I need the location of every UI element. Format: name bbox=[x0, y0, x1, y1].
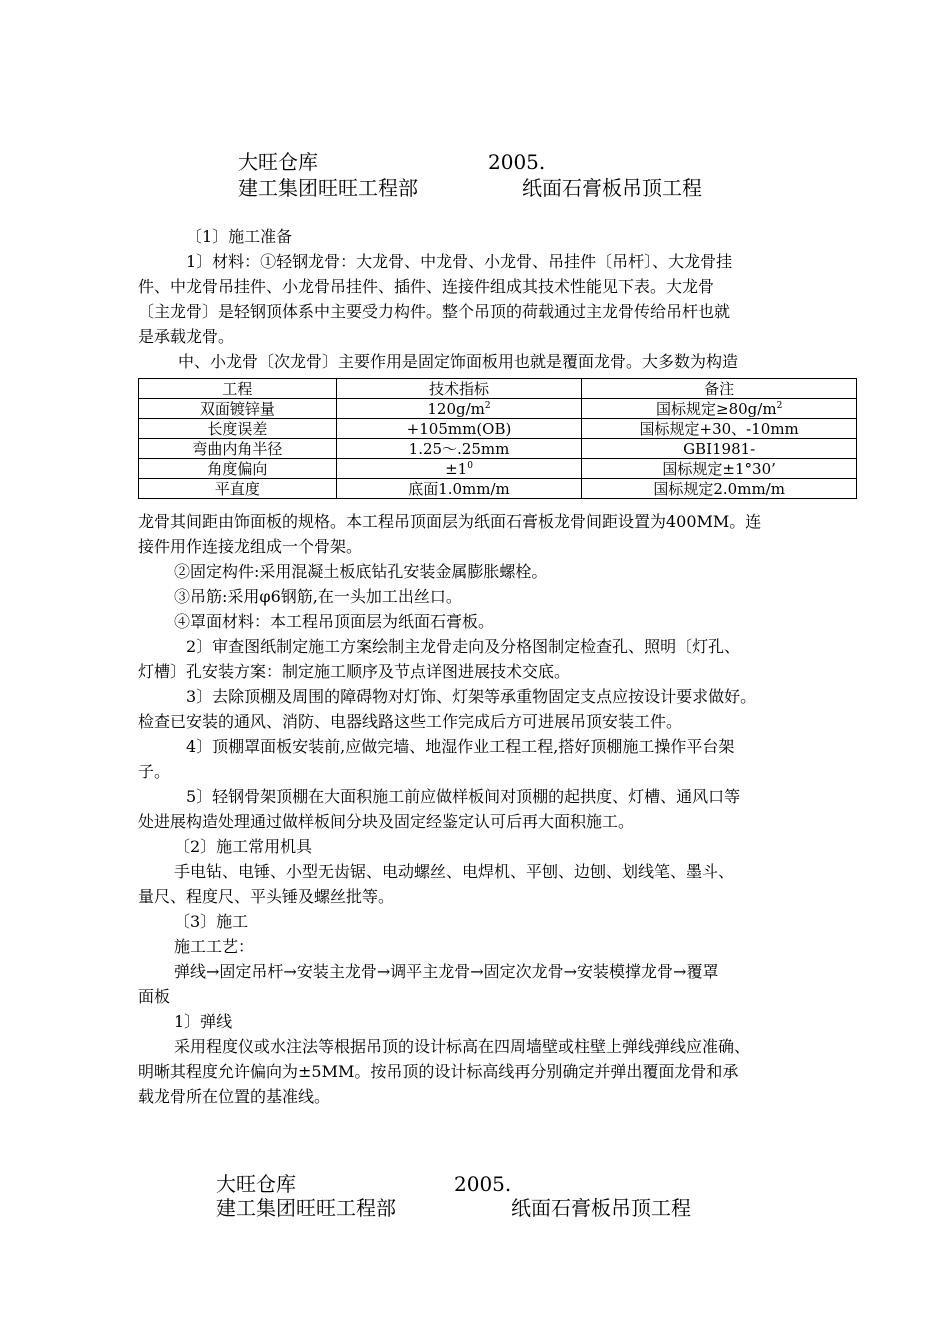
table-cell: 平直度 bbox=[139, 479, 337, 499]
paragraph-line: 3〕去除顶棚及周围的障碍物对灯饰、灯架等承重物固定支点应按设计要求做好。 bbox=[186, 687, 757, 706]
paragraph-line: 中、小龙骨〔次龙骨〕主要作用是固定饰面板用也就是覆面龙骨。大多数为构造 bbox=[178, 352, 739, 371]
table-cell: $120g/m^2$ bbox=[336, 399, 582, 419]
paragraph-line: 灯槽〕孔安装方案：制定施工顺序及节点详图进展技术交底。 bbox=[138, 662, 571, 681]
table-cell: 国标规定2.0mm/m bbox=[582, 479, 857, 499]
table-row bbox=[139, 419, 857, 439]
table-cell: GBI1981- bbox=[582, 439, 857, 459]
paragraph-line: 〔3〕施工 bbox=[174, 912, 249, 931]
paragraph-line: 明晰其程度允许偏向为±5MM。按吊顶的设计标高线再分别确定并弹出覆面龙骨和承 bbox=[138, 1062, 739, 1081]
table-header-cell: 备注 bbox=[582, 379, 857, 399]
paragraph-line: 2〕审查图纸制定施工方案绘制主龙骨走向及分格图制定检查孔、照明〔灯孔、 bbox=[186, 637, 741, 656]
header-year: 2005. bbox=[488, 150, 546, 174]
paragraph-line: ③吊筋:采用φ6钢筋,在一头加工出丝口。 bbox=[174, 587, 462, 606]
table-cell: 底面1.0mm/m bbox=[336, 479, 582, 499]
header-department: 建工集团旺旺工程部 bbox=[238, 176, 418, 200]
paragraph-line: 〔2〕施工常用机具 bbox=[174, 837, 313, 856]
table-row bbox=[139, 439, 857, 459]
table-cell: 国标规定+30、-10mm bbox=[582, 419, 857, 439]
paragraph-line: 件、中龙骨吊挂件、小龙骨吊挂件、插件、连接件组成其技术性能见下表。大龙骨 bbox=[138, 277, 715, 296]
table-cell: 长度误差 bbox=[139, 419, 337, 439]
paragraph-line: 载龙骨所在位置的基准线。 bbox=[138, 1087, 331, 1106]
paragraph-line: 处进展构造处理通过做样板间分块及固定经鉴定认可后再大面积施工。 bbox=[138, 812, 635, 831]
paragraph-line: 手电钻、电锤、小型无齿锯、电动螺丝、电焊机、平刨、边刨、划线笔、墨斗、 bbox=[174, 862, 735, 881]
table-cell: 双面镀锌量 bbox=[139, 399, 337, 419]
paragraph-line: 检查已安装的通风、消防、电器线路这些工作完成后方可进展吊顶安装工件。 bbox=[138, 712, 683, 731]
header-company-location: 大旺仓库 bbox=[238, 150, 318, 174]
table-cell: +105mm(OB) bbox=[336, 419, 582, 439]
paragraph-line: 1〕弹线 bbox=[174, 1012, 233, 1031]
paragraph-line: 4〕顶棚罩面板安装前,应做完墙、地湿作业工程工程,搭好顶棚施工操作平台架 bbox=[186, 737, 735, 756]
table-cell: 国标规定$\ge 80g/m^2$ bbox=[582, 399, 857, 419]
table-cell: 弯曲内角半径 bbox=[139, 439, 337, 459]
table-row bbox=[139, 399, 857, 419]
paragraph-line: 1〕材料：①轻钢龙骨：大龙骨、中龙骨、小龙骨、吊挂件〔吊杆〕、大龙骨挂 bbox=[186, 252, 733, 271]
footer-company-location: 大旺仓库 bbox=[216, 1172, 296, 1196]
paragraphs-before-table bbox=[138, 224, 858, 374]
paragraph-line: ④罩面材料：本工程吊顶面层为纸面石膏板。 bbox=[174, 612, 495, 631]
document-body bbox=[138, 224, 858, 1109]
table-cell: $\pm 1^0$ bbox=[336, 459, 582, 479]
paragraph-line: 施工工艺： bbox=[174, 937, 255, 956]
paragraphs-after-table bbox=[138, 509, 858, 1109]
paragraph-line: 面板 bbox=[138, 987, 171, 1006]
paragraph-line: 5〕轻钢骨架顶棚在大面积施工前应做样板间对顶棚的起拱度、灯槽、通风口等 bbox=[186, 787, 741, 806]
table-cell: 1.25～.25mm bbox=[336, 439, 582, 459]
table-header-cell: 技术指标 bbox=[336, 379, 582, 399]
table-cell: 国标规定±1°30’ bbox=[582, 459, 857, 479]
table-row bbox=[139, 479, 857, 499]
paragraph-line: 量尺、程度尺、平头锤及螺丝批等。 bbox=[138, 887, 395, 906]
table-header-row bbox=[139, 379, 857, 399]
paragraph-line: 〔1〕施工准备 bbox=[186, 227, 293, 246]
paragraph-line: 〔主龙骨〕是轻钢顶体系中主要受力构件。整个吊顶的荷载通过主龙骨传给吊杆也就 bbox=[138, 302, 731, 321]
paragraph-line: 子。 bbox=[138, 762, 171, 781]
spec-table bbox=[138, 378, 857, 499]
table-header-cell: 工程 bbox=[139, 379, 337, 399]
footer-project-title: 纸面石膏板吊顶工程 bbox=[511, 1196, 691, 1220]
table-cell: 角度偏向 bbox=[139, 459, 337, 479]
footer-department: 建工集团旺旺工程部 bbox=[216, 1196, 396, 1220]
paragraph-line: 接件用作连接龙组成一个骨架。 bbox=[138, 537, 363, 556]
paragraph-line: 采用程度仪或水注法等根据吊顶的设计标高在四周墙壁或柱壁上弹线弹线应准确、 bbox=[174, 1037, 751, 1056]
footer-year: 2005. bbox=[454, 1172, 512, 1196]
table-row bbox=[139, 459, 857, 479]
paragraph-line: ②固定构件:采用混凝土板底钻孔安装金属膨胀螺栓。 bbox=[174, 562, 548, 581]
paragraph-line: 是承载龙骨。 bbox=[138, 327, 235, 346]
header-project-title: 纸面石膏板吊顶工程 bbox=[522, 176, 702, 200]
paragraph-line: 龙骨其间距由饰面板的规格。本工程吊顶面层为纸面石膏板龙骨间距设置为400MM。连 bbox=[138, 512, 762, 531]
paragraph-line: 弹线→固定吊杆→安装主龙骨→调平主龙骨→固定次龙骨→安装模撑龙骨→覆罩 bbox=[174, 962, 719, 981]
